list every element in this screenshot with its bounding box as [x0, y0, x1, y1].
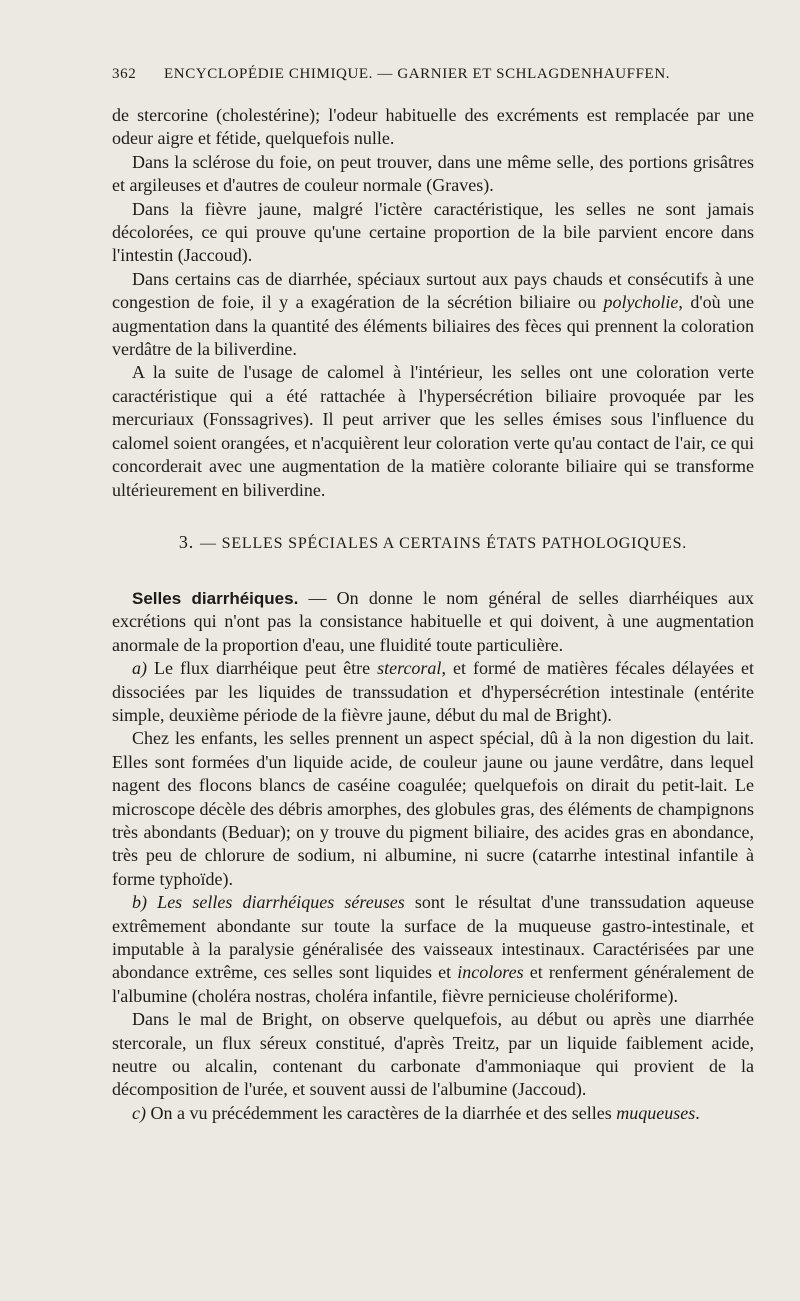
paragraph-polycholie: Dans certains cas de diarrhée, spéciaux surtout aux pays chauds et consécutifs à une congestion de foie, il y a exagération de la sécrétion biliaire ou polycholie, d'où une augmentation dans la quantité des éléments biliaires des fèces qui prennent la coloration verdâtre de la biliverdine. — [112, 268, 755, 360]
term-stercoral: stercoral — [377, 658, 442, 679]
term-incolores: incolores — [457, 962, 524, 983]
term-selles-sereuses: Les selles diarrhéiques séreuses — [147, 892, 405, 913]
section-number: 3. — [178, 531, 195, 552]
list-marker-b: b) — [132, 892, 147, 913]
page-body — [112, 104, 754, 1125]
paragraph-continuation: de stercorine (cholestérine); l'odeur habituelle des excréments est remplacée par une odeur aigre et fétide, quelquefois nulle. — [112, 105, 754, 149]
paragraph-mal-de-bright: Dans le mal de Bright, on observe quelquefois, au début ou après une diarrhée stercorale, un flux séreux constitué, d'après Treitz, par un liquide faiblement acide, neutre ou alcalin, contenant du carbonate d'ammoniaque qui provient de la décomposition de l'urée, et souvent aussi de l'albumine (Jaccoud). — [112, 1009, 754, 1100]
page-number: 362 — [112, 66, 137, 82]
paragraph-selles-muqueuses: c) On a vu précédemment les caractères de la diarrhée et des selles muqueuses. — [132, 1102, 700, 1123]
section-heading — [112, 532, 754, 553]
paragraph-enfants: Chez les enfants, les selles prennent un aspect spécial, dû à la non digestion du lait. Elles sont formées d'un liquide acide, de couleur jaune ou jaune verdâtre, dans lequel nagent des flocons blancs de caséine coagulée; quelquefois on dirait du petit-lait. Le microscope décèle des débris amorphes, des globules gras, des éléments de champignons très abondants (Beduar); on y trouve du pigment biliaire, des acides gras en abondance, très peu de chlorure de sodium, ni albumine, ni sucre (catarrhe intestinal infantile à forme typhoïde). — [112, 728, 754, 889]
list-marker-a: a) — [132, 658, 147, 679]
paragraph-calomel: A la suite de l'usage de calomel à l'intérieur, les selles ont une coloration verte caractéristique qui a été rattachée à l'hypersécrétion biliaire provoquée par les mercuriaux (Fonssagrives). Il peut arriver que les selles émises sous l'influence du calomel soient orangées, et n'acquièrent leur coloration verte qu'au contact de l'air, ce qui concorderait avec une augmentation de la matière colorante biliaire qui se transforme ultérieurement en biliverdine. — [112, 362, 754, 500]
running-header — [112, 66, 712, 83]
lead-term: Selles diarrhéiques. — [132, 588, 299, 608]
paragraph-selles-sereuses: b) Les selles diarrhéiques séreuses sont le résultat d'une transsudation aqueuse extrêmement abondante sur toute la surface de la muqueuse gastro-intestinale, et imputable à la paralysie généralisée des vaisseaux intestinaux. Caractérisées par une abondance extrême, ces selles sont liquides et incolores et renferment généralement de l'albumine (choléra nostras, choléra infantile, fièvre pernicieuse cholériforme). — [112, 892, 755, 1006]
running-title: ENCYCLOPÉDIE CHIMIQUE. — GARNIER ET SCHLAGDENHAUFFEN. — [164, 66, 671, 82]
list-marker-c: c) — [132, 1102, 146, 1123]
paragraph-flux-stercoral: a) Le flux diarrhéique peut être stercoral, et formé de matières fécales délayées et dissociées par les liquides de transsudation et d'hypersécrétion intestinale (entérite simple, deuxième période de la fièvre jaune, début du mal de Bright). — [112, 658, 755, 725]
paragraph-selles-diarrheiques: Selles diarrhéiques. — On donne le nom général de selles diarrhéiques aux excrétions qui n'ont pas la consistance habituelle et qui doivent, à une augmentation anormale de la proportion d'eau, une fluidité toute particulière. — [112, 587, 754, 655]
paragraph-fievre-jaune: Dans la fièvre jaune, malgré l'ictère caractéristique, les selles ne sont jamais décolorées, ce qui prouve qu'une certaine proportion de la bile parvient encore dans l'intestin (Jaccoud). — [112, 198, 754, 266]
term-muqueuses: muqueuses — [616, 1102, 696, 1123]
term-polycholie: polycholie — [603, 292, 679, 313]
section-title-text: — SELLES SPÉCIALES A CERTAINS ÉTATS PATHOLOGIQUES. — [200, 534, 688, 552]
paragraph-sclerose: Dans la sclérose du foie, on peut trouver, dans une même selle, des portions grisâtres et argileuses et d'autres de couleur normale (Graves). — [112, 151, 754, 196]
